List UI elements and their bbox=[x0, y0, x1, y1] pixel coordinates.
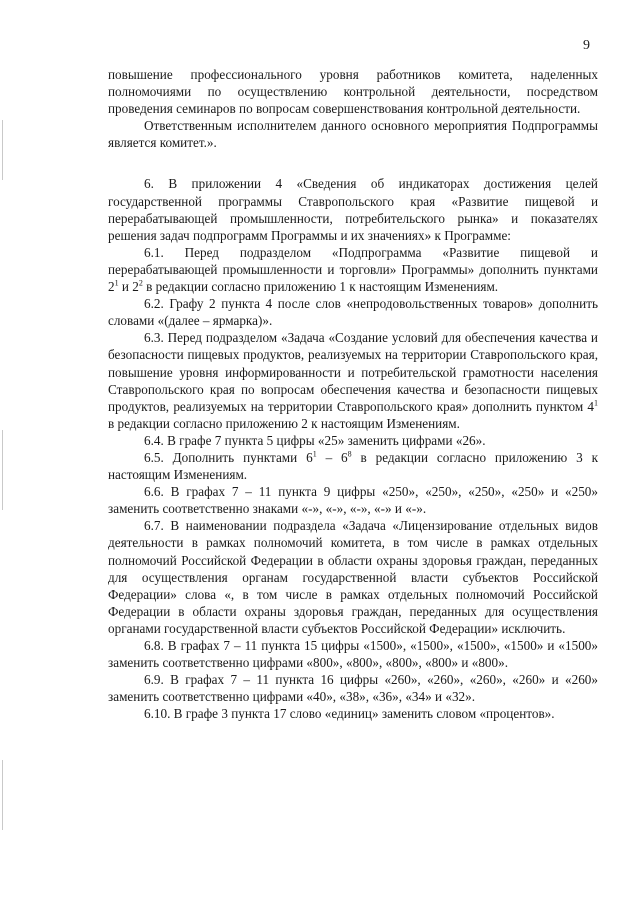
paragraph-item-6-2: 6.2. Графу 2 пункта 4 после слов «непродовольственных товаров» дополнить словами «(далее – ярмарка)». bbox=[108, 296, 598, 329]
page-number: 9 bbox=[583, 38, 590, 53]
paragraph-continuation: повышение профессионального уровня работников комитета, наделенных полномочиями по осуществлению контрольной деятельности, посредством проведения семинаров по вопросам совершенствования контрольной деятельности. bbox=[108, 67, 598, 117]
paragraph-item-6-10: 6.10. В графе 3 пункта 17 слово «единиц» заменить словом «процентов». bbox=[144, 706, 555, 722]
paragraph-item-6-3: 6.3. Перед подразделом «Задача «Создание условий для обеспечения качества и безопасности пищевых продуктов, реализуемых на территории Ставропольского края, повышение уровня информированности и потребительской грамотности населения Ставропольского края по вопросам обеспечения качества и безопасности пищевых продуктов, реализуемых на территории Ставропольского края» дополнить пунктом $4^1$ в редакции согласно приложению 2 к настоящим Изменениям. bbox=[108, 330, 598, 431]
document-body bbox=[108, 66, 598, 722]
paragraph-item-6-4: 6.4. В графе 7 пункта 5 цифры «25» заменить цифрами «26». bbox=[144, 432, 486, 448]
paragraph-item-6-6: 6.6. В графах 7 – 11 пункта 9 цифры «250», «250», «250», «250» и «250» заменить соответственно знаками «-», «-», «-», «-» и «-». bbox=[108, 484, 598, 517]
paragraph-item-6-7: 6.7. В наименовании подраздела «Задача «Лицензирование отдельных видов деятельности в рамках полномочий комитета, в том числе в рамках отдельных полномочий Российской Федерации в области охраны здоровья граждан, переданных для осуществления органам государственной власти субъектов Российской Федерации» слова «, в том числе в рамках отдельных полномочий Российской Федерации в области охраны здоровья граждан, переданных для осуществления органами государственной власти субъектов Российской Федерации» исключить. bbox=[108, 518, 598, 636]
paragraph-item-6-1: 6.1. Перед подразделом «Подпрограмма «Развитие пищевой и перерабатывающей промышленности и торговли» Программы» дополнить пунктами $2^1$ и $2^2$ в редакции согласно приложению 1 к настоящим Изменениям. bbox=[108, 244, 598, 295]
scan-edge-mark bbox=[2, 760, 3, 830]
paragraph-item-6-8: 6.8. В графах 7 – 11 пункта 15 цифры «1500», «1500», «1500», «1500» и «1500» заменить соответственно цифрами «800», «800», «800», «800» и «800». bbox=[108, 638, 598, 671]
scan-edge-mark bbox=[2, 120, 3, 180]
paragraph-item-6-5: 6.5. Дополнить пунктами $6^1 - 6^8$ в редакции согласно приложению 3 к настоящим Изменениям. bbox=[108, 449, 598, 483]
paragraph-item-6-9: 6.9. В графах 7 – 11 пункта 16 цифры «260», «260», «260», «260» и «260» заменить соответственно цифрами «40», «38», «36», «34» и «32». bbox=[108, 672, 598, 705]
paragraph-item-6: 6. В приложении 4 «Сведения об индикаторах достижения целей государственной программы Ставропольского края «Развитие пищевой и перерабатывающей промышленности, потребительского рынка» и показателях решения задач подпрограмм Программы и их значениях» к Программе: bbox=[108, 176, 598, 243]
paragraph-responsible-executor: Ответственным исполнителем данного основного мероприятия Подпрограммы является комитет.». bbox=[108, 118, 598, 151]
scan-edge-mark bbox=[2, 430, 3, 510]
